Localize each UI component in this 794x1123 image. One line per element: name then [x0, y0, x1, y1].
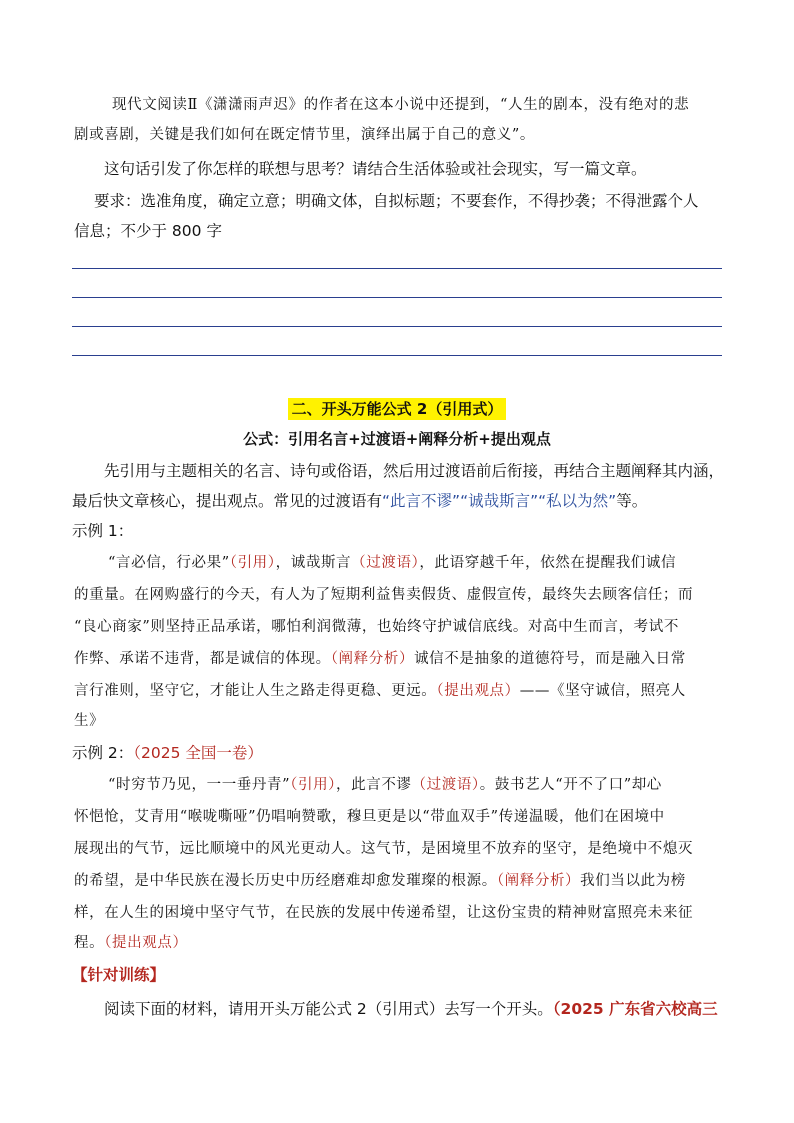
- text: 的希望，是中华民族在漫长历史中历经磨难却愈发璀璨的根源。: [74, 873, 497, 889]
- writing-line: [72, 355, 722, 356]
- text: 。鼓书艺人“开不了口”却心: [479, 777, 662, 793]
- practice-source: （2025 广东省六校高三: [552, 1000, 718, 1018]
- writing-line: [72, 268, 722, 269]
- prompt-question: 这句话引发了你怎样的联想与思考？请结合生活体验或社会现实，写一篇文章。: [104, 160, 647, 178]
- tag-analysis: （阐释分析）: [330, 651, 415, 667]
- intro-line-2: [72, 486, 724, 516]
- example-2-source: （2025 全国一卷）: [133, 744, 263, 762]
- prompt-line-2: 剧或喜剧，关键是我们如何在既定情节里，演绎出属于自己的意义”。: [74, 127, 536, 143]
- section-heading-wrap: [0, 394, 794, 424]
- example-2-line-2: 怀悒怆，艾青用“喉咙嘶哑”仍唱响赞歌，穆旦更是以“带血双手”传递温暖，他们在困境中: [74, 809, 665, 825]
- text: 言行准则，坚守它，才能让人生之路走得更稳、更远。: [74, 683, 437, 699]
- writing-line: [72, 297, 722, 298]
- section-heading: 二、开头万能公式 2（引用式）: [288, 398, 507, 420]
- example-2-line-6: [74, 928, 726, 958]
- text: ——《坚守诚信，照亮人: [519, 683, 686, 699]
- tag-analysis: （阐释分析）: [496, 873, 581, 889]
- example-1-line-6: 生》: [74, 713, 105, 729]
- tag-quote: （引用）: [290, 777, 337, 793]
- intro-line-1: 先引用与主题相关的名言、诗句或俗语，然后用过渡语前后衔接，再结合主题阐释其内涵，: [104, 462, 725, 480]
- transition-examples: “此言不谬”“诚哉斯言”“私以为然”: [382, 492, 617, 510]
- prompt-requirement-2: 信息；不少于 800 字: [74, 222, 222, 240]
- text: 作弊、承诺不违背，都是诚信的体现。: [74, 651, 331, 667]
- text: 诚信不是抽象的道德符号，而是融入日常: [414, 651, 686, 667]
- tag-viewpoint: （提出观点）: [436, 683, 520, 699]
- intro-text: 最后快文章核心，提出观点。常见的过渡语有: [72, 492, 383, 510]
- example-1-line-1: [108, 548, 760, 578]
- quote: “言必信，行必果”: [108, 555, 230, 571]
- example-1-line-3: “良心商家”则坚持正品承诺，哪怕利润微薄，也始终守护诚信底线。对高中生而言，考试不: [74, 619, 679, 635]
- transition: ，诚哉斯言: [275, 555, 352, 571]
- text: 程。: [74, 935, 105, 951]
- tag-quote: （引用）: [229, 555, 276, 571]
- text: ，此语穿越千年，依然在提醒我们诚信: [419, 555, 677, 571]
- example-2-label-line: [72, 738, 724, 768]
- prompt-line-1: 现代文阅读Ⅱ《潇潇雨声迟》的作者在这本小说中还提到，“人生的剧本，没有绝对的悲: [112, 97, 690, 113]
- tag-transition: （过渡语）: [351, 555, 420, 571]
- example-2-line-1: [108, 770, 760, 800]
- quote: “时穷节乃见，一一垂丹青”: [108, 777, 291, 793]
- example-2-line-4: [74, 866, 726, 896]
- tag-transition: （过渡语）: [411, 777, 480, 793]
- prompt-requirement-1: 要求：选准角度，确定立意；明确文体，自拟标题；不要套作，不得抄袭；不得泄露个人: [94, 192, 699, 210]
- example-2-line-5: 样，在人生的困境中坚守气节，在民族的发展中传递希望，让这份宝贵的精神财富照亮未来征: [74, 905, 694, 921]
- practice-line-1: [104, 994, 756, 1024]
- example-1-line-5: [74, 676, 726, 706]
- example-1-label: 示例 1：: [72, 522, 134, 540]
- transition: ，此言不谬: [336, 777, 412, 793]
- example-2-label: 示例 2：: [72, 744, 134, 762]
- writing-line: [72, 326, 722, 327]
- example-1-line-2: 的重量。在网购盛行的今天，有人为了短期利益售卖假货、虚假宣传，最终失去顾客信任；而: [74, 587, 694, 603]
- intro-tail: 等。: [616, 492, 648, 510]
- example-2-line-3: 展现出的气节，远比顺境中的风光更动人。这气节，是困境里不放弃的坚守，是绝境中不熄灭: [74, 841, 694, 857]
- practice-heading: 【针对训练】: [72, 966, 166, 984]
- text: 阅读下面的材料，请用开头万能公式 2（引用式）去写一个开头。: [104, 1000, 553, 1018]
- tag-viewpoint: （提出观点）: [104, 935, 188, 951]
- text: 我们当以此为榜: [580, 873, 686, 889]
- formula-line: 公式：引用名言+过渡语+阐释分析+提出观点: [243, 430, 551, 448]
- example-1-line-4: [74, 644, 726, 674]
